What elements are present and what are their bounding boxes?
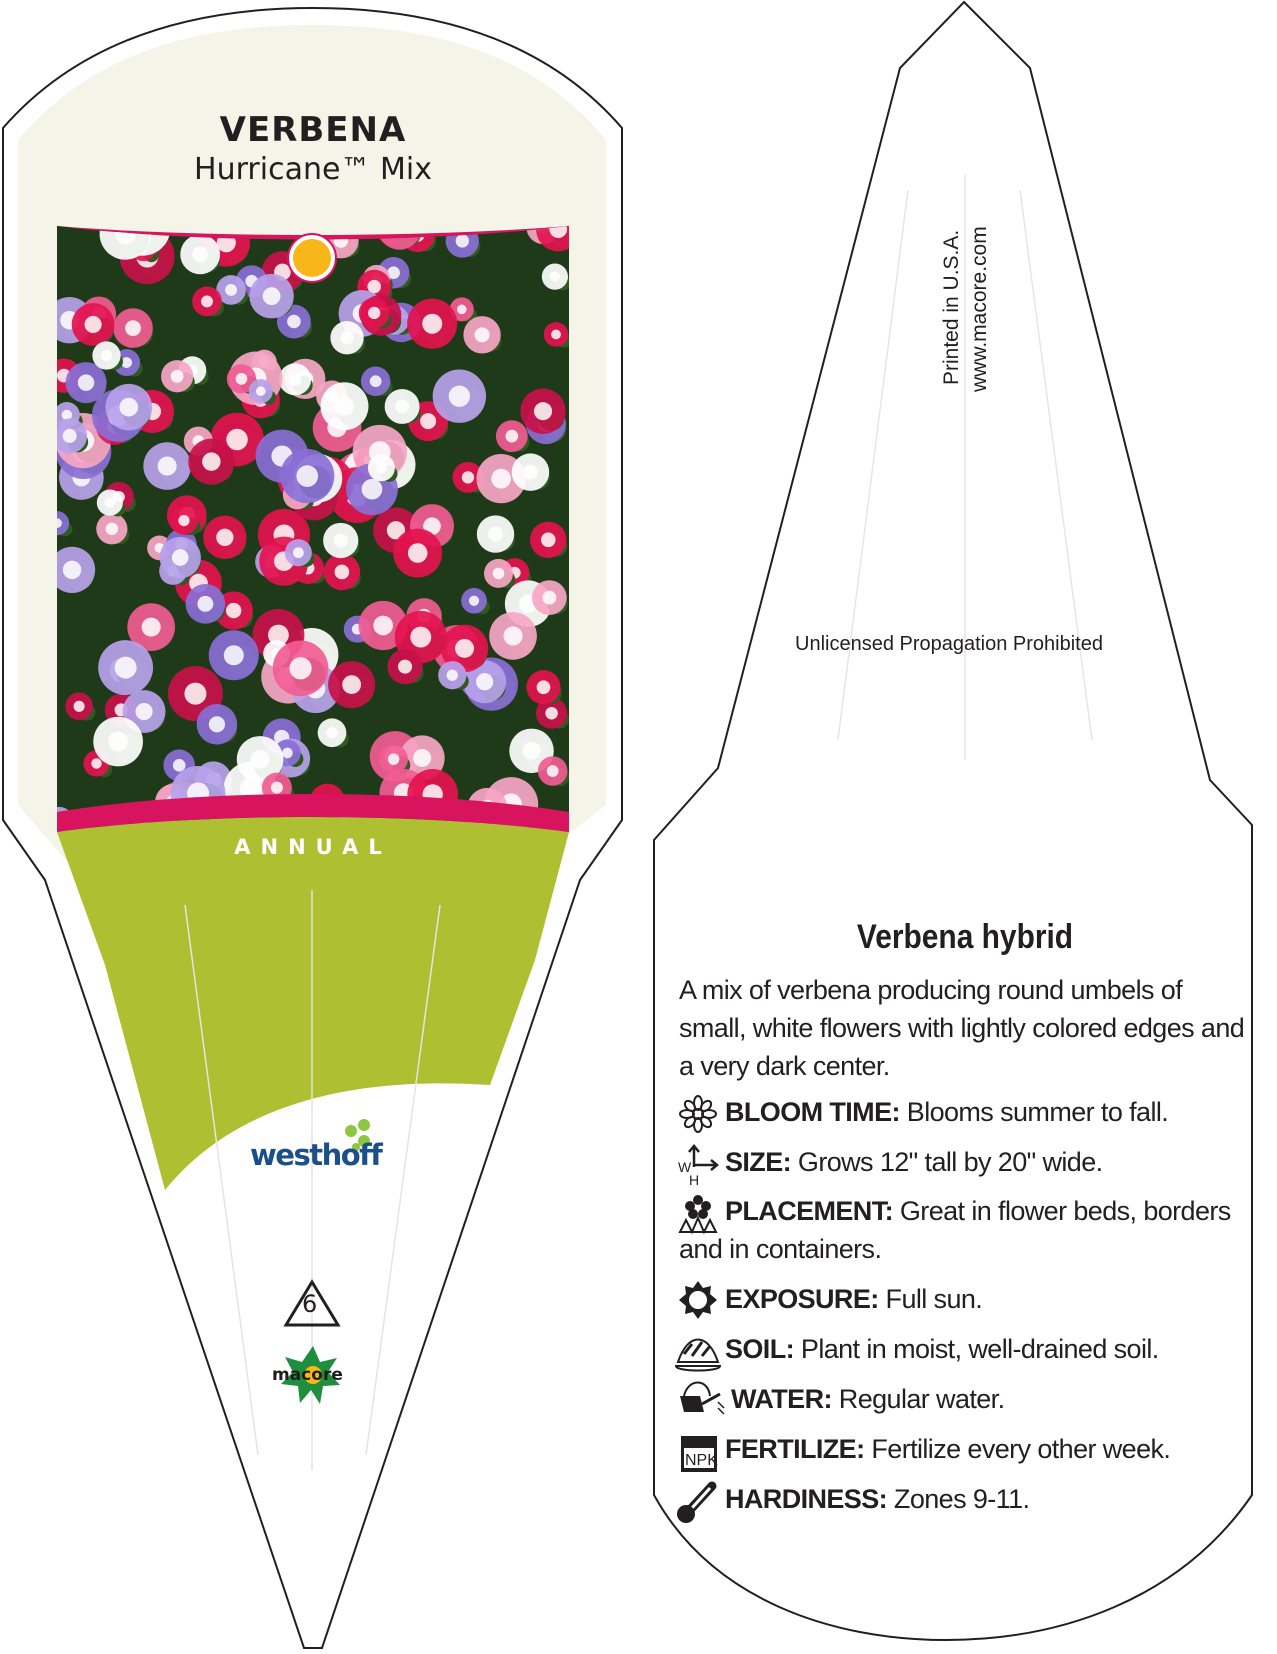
photo-bloom-center bbox=[158, 457, 177, 476]
sun-badge bbox=[291, 237, 333, 279]
recycle-code: 6 bbox=[302, 1290, 318, 1318]
photo-bloom-center bbox=[282, 748, 293, 759]
plant-category: ANNUAL bbox=[234, 835, 392, 859]
photo-bloom-center bbox=[408, 543, 428, 563]
photo-bloom-center bbox=[125, 320, 141, 336]
photo-bloom-center bbox=[271, 782, 283, 794]
photo-bloom-center bbox=[172, 549, 189, 566]
care-hardiness: HARDINESS: Zones 9-11. bbox=[725, 1484, 1030, 1514]
photo-bloom-center bbox=[335, 397, 354, 416]
macore-logo: macore bbox=[272, 1365, 343, 1385]
photo-bloom-center bbox=[142, 618, 161, 637]
care-water: WATER: Regular water. bbox=[731, 1384, 1005, 1414]
propagation-notice: Unlicensed Propagation Prohibited bbox=[795, 633, 1103, 655]
photo-bloom-center bbox=[388, 753, 399, 764]
photo-bloom-center bbox=[551, 330, 561, 340]
photo-bloom-center bbox=[334, 533, 348, 547]
photo-bloom-center bbox=[476, 673, 493, 690]
photo-bloom-center bbox=[263, 287, 281, 305]
photo-bloom-center bbox=[135, 703, 152, 720]
photo-bloom-center bbox=[493, 568, 505, 580]
photo-bloom-center bbox=[224, 645, 244, 665]
photo-bloom-center bbox=[456, 234, 469, 247]
photo-bloom-center bbox=[370, 375, 382, 387]
care-soil: SOIL: Plant in moist, well-drained soil. bbox=[725, 1334, 1159, 1364]
photo-bloom-center bbox=[545, 707, 558, 720]
photo-bloom-center bbox=[115, 657, 137, 679]
photo-bloom-center bbox=[63, 561, 81, 579]
photo-bloom-center bbox=[105, 497, 115, 507]
photo-bloom-center bbox=[296, 465, 318, 487]
photo-bloom-center bbox=[455, 639, 474, 658]
photo-bloom-center bbox=[78, 374, 94, 390]
photo-bloom-center bbox=[202, 452, 220, 470]
photo-bloom-center bbox=[547, 765, 559, 777]
plant-variety: Hurricane™ Mix bbox=[194, 152, 432, 187]
photo-bloom-center bbox=[216, 529, 233, 546]
photo-bloom-center bbox=[537, 680, 551, 694]
photo-bloom-center bbox=[201, 295, 213, 307]
photo-bloom-center bbox=[173, 759, 186, 772]
photo-bloom-center bbox=[550, 271, 560, 281]
photo-bloom-center bbox=[376, 462, 387, 473]
photo-bloom-center bbox=[340, 331, 353, 344]
care-bloom-time: BLOOM TIME: Blooms summer to fall. bbox=[725, 1097, 1169, 1127]
westhoff-logo: westhoff bbox=[250, 1138, 382, 1172]
photo-bloom-center bbox=[197, 596, 213, 612]
photo-bloom-center bbox=[475, 327, 490, 342]
size-icon-h: H bbox=[689, 1172, 700, 1188]
photo-bloom-center bbox=[63, 429, 77, 443]
photo-bloom-center bbox=[523, 465, 538, 480]
scientific-name: Verbena hybrid bbox=[856, 918, 1074, 956]
photo-bloom-center bbox=[523, 742, 541, 760]
photo-bloom-center bbox=[449, 386, 470, 407]
photo-bloom-center bbox=[462, 471, 474, 483]
photo-bloom-center bbox=[74, 701, 85, 712]
photo-bloom-center bbox=[541, 533, 556, 548]
photo-bloom-center bbox=[395, 399, 409, 413]
photo-bloom-center bbox=[413, 749, 431, 767]
photo-bloom-center bbox=[367, 280, 381, 294]
photo-bloom-center bbox=[398, 660, 412, 674]
photo-bloom-center bbox=[373, 616, 393, 636]
photo-bloom-center bbox=[184, 683, 206, 705]
care-exposure: EXPOSURE: Full sun. bbox=[725, 1284, 983, 1314]
photo-bloom-center bbox=[209, 716, 225, 732]
photo-bloom-center bbox=[119, 398, 138, 417]
care-size: SIZE: Grows 12" tall by 20" wide. bbox=[725, 1147, 1103, 1177]
printed-in-usa: Printed in U.S.A. bbox=[940, 229, 963, 385]
photo-bloom-center bbox=[457, 305, 467, 315]
photo-bloom-center bbox=[236, 373, 248, 385]
photo-bloom-center bbox=[91, 758, 101, 768]
photo-bloom-center bbox=[422, 314, 442, 334]
photo-bloom-center bbox=[192, 246, 208, 262]
website-url: www.macore.com bbox=[968, 226, 991, 392]
photo-bloom-center bbox=[171, 370, 184, 383]
photo-bloom-center bbox=[225, 284, 237, 296]
photo-bloom-center bbox=[287, 315, 301, 329]
photo-bloom-center bbox=[362, 479, 383, 500]
plant-description: A mix of verbena producing round umbels of small, white flowers with lightly colored edges and a very dark center. bbox=[679, 975, 1245, 1081]
care-fertilize: FERTILIZE: Fertilize every other week. bbox=[725, 1434, 1171, 1464]
photo-bloom-center bbox=[505, 430, 518, 443]
photo-bloom-center bbox=[410, 627, 431, 648]
photo-bloom-center bbox=[251, 750, 270, 769]
photo-bloom-center bbox=[326, 727, 337, 738]
front-tag bbox=[3, 8, 622, 1648]
plant-title: VERBENA bbox=[219, 110, 407, 150]
verbena-flower-photo bbox=[43, 200, 580, 855]
svg-text:NPK: NPK bbox=[685, 1452, 718, 1469]
photo-bloom-center bbox=[368, 307, 380, 319]
photo-bloom-center bbox=[420, 413, 436, 429]
photo-bloom-center bbox=[85, 316, 102, 333]
size-icon-w: W bbox=[678, 1159, 692, 1175]
photo-bloom-center bbox=[226, 429, 247, 450]
photo-bloom-center bbox=[106, 523, 118, 535]
photo-bloom-center bbox=[101, 350, 112, 361]
photo-bloom-center bbox=[488, 527, 503, 542]
photo-bloom-center bbox=[469, 596, 479, 606]
photo-bloom-center bbox=[289, 657, 311, 679]
photo-bloom-center bbox=[504, 626, 523, 645]
care-placement: PLACEMENT: Great in flower beds, borders and in containers. bbox=[679, 1196, 1231, 1264]
photo-bloom-center bbox=[491, 469, 511, 489]
photo-bloom-center bbox=[108, 732, 128, 752]
photo-bloom-center bbox=[293, 547, 304, 558]
photo-bloom-center bbox=[289, 373, 302, 386]
photo-bloom-center bbox=[256, 386, 266, 396]
photo-bloom-center bbox=[342, 675, 361, 694]
photo-bloom-center bbox=[534, 402, 552, 420]
photo-bloom-center bbox=[542, 591, 556, 605]
photo-bloom-center bbox=[335, 565, 350, 580]
photo-bloom-center bbox=[226, 603, 241, 618]
photo-bloom-center bbox=[447, 670, 458, 681]
photo-bloom-center bbox=[178, 515, 189, 526]
